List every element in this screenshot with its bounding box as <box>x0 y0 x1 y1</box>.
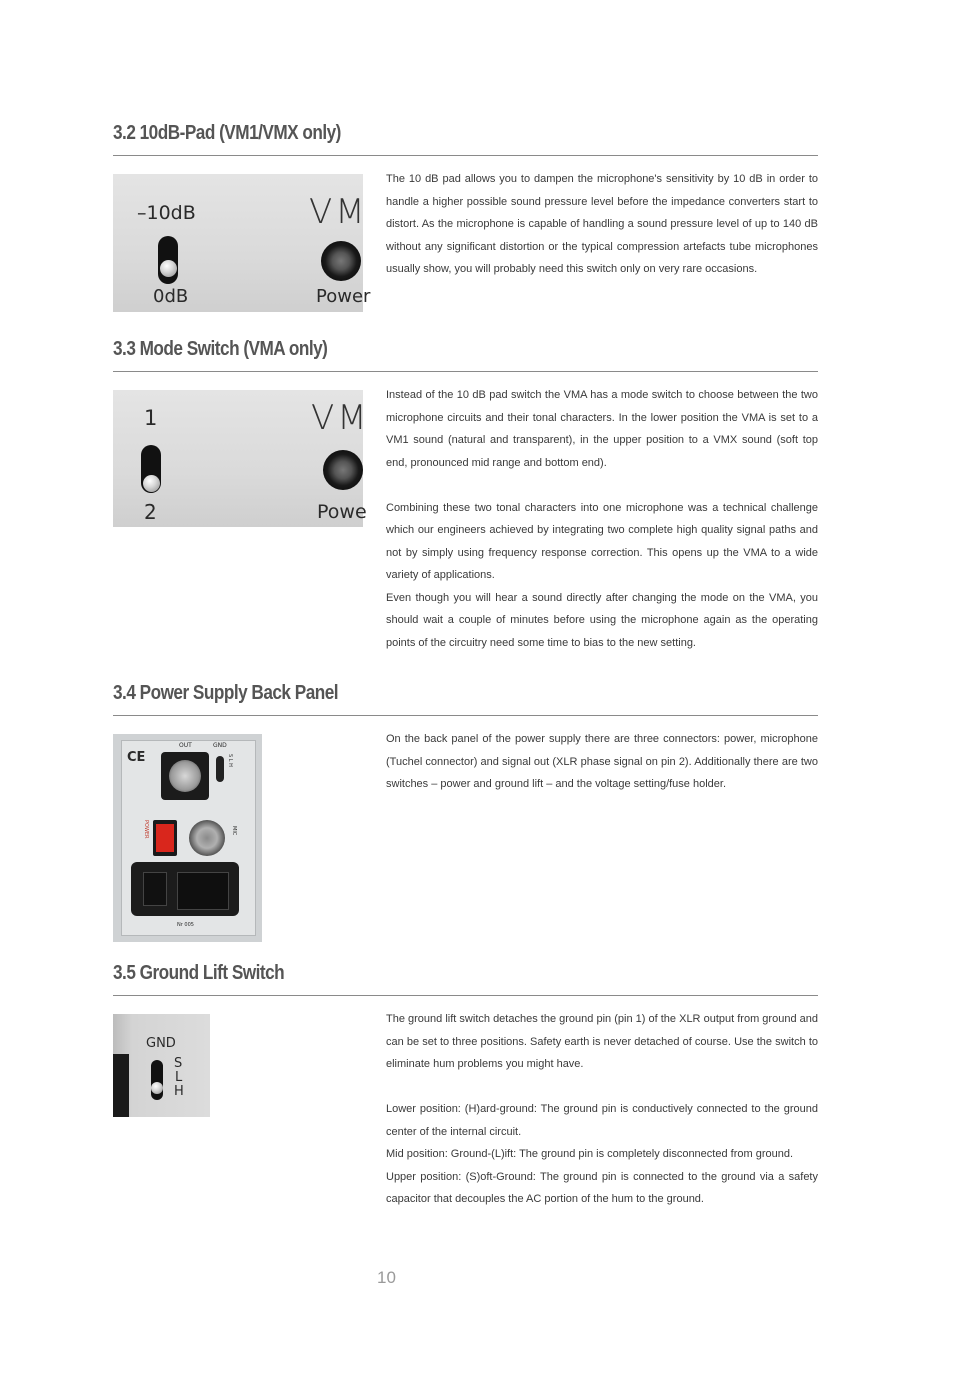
paragraph: Lower position: (H)ard-ground: The ground pin is conductively connected to the ground center of the internal circuit. <box>386 1103 818 1138</box>
section-ground-lift-switch <box>113 960 818 1220</box>
xlr-socket <box>169 760 201 792</box>
ground-lift-photo <box>113 1014 210 1117</box>
photo-label-top: –10dB <box>137 202 196 224</box>
section-text <box>386 168 818 281</box>
section-text <box>386 728 818 796</box>
pad-switch-photo <box>113 174 371 312</box>
paragraph: The 10 dB pad allows you to dampen the microphone's sensitivity by 10 dB in order to handle a higher possible sound pressure level before the impedance converters start to distort. As the microphone is capable of handling a sound pressure level of up to 140 dB without any significant distortion or the typical compression artefacts tube microphones usually show, you will probably need this switch only on very rare occasions. <box>386 173 818 275</box>
s-label: S <box>174 1056 183 1071</box>
section-text <box>386 384 818 654</box>
paragraph: Instead of the 10 dB pad switch the VMA has a mode switch to choose between the two microphone circuits and their tonal characters. In the lower position the VMA is set to a VM1 sound (natural and transparent), in the upper position to a VMX sound (soft top end, pronounced mid range and bottom end). <box>386 389 818 469</box>
section-heading: 3.5 Ground Lift Switch <box>113 962 285 984</box>
section-heading: 3.3 Mode Switch (VMA only) <box>113 338 328 360</box>
h-label: H <box>174 1084 184 1099</box>
ground-lift-toggle <box>151 1060 163 1100</box>
photo-label-top: 1 <box>144 406 158 430</box>
section-divider <box>113 995 818 996</box>
photo-label-bottom: 2 <box>144 500 157 524</box>
power-button-photo <box>323 450 363 490</box>
toggle-knob <box>160 260 177 277</box>
out-label: OUT <box>179 742 192 749</box>
l-label: L <box>175 1070 183 1085</box>
section-text <box>386 1008 818 1211</box>
section-heading: 3.2 10dB-Pad (VM1/VMX only) <box>113 122 341 144</box>
section-mode-switch <box>113 336 818 656</box>
section-heading: 3.4 Power Supply Back Panel <box>113 682 339 704</box>
section-divider <box>113 155 818 156</box>
ce-mark: CE <box>127 750 146 765</box>
paragraph: Upper position: (S)oft-Ground: The ground pin is connected to the ground via a safety capacitor that decouples the AC portion of the hum to the ground. <box>386 1170 818 1205</box>
page-number: 10 <box>377 1268 396 1287</box>
slh-label: S L H <box>227 754 233 767</box>
paragraph: Mid position: Ground-(L)ift: The ground pin is completely disconnected from ground. <box>386 1148 794 1160</box>
toggle-knob <box>143 475 160 492</box>
paragraph: The ground lift switch detaches the ground pin (pin 1) of the XLR output from ground and can be set to three positions. Safety earth is never detached of course. Use the switch to eliminate hum problems you might have. <box>386 1013 818 1070</box>
power-button-photo <box>321 241 361 281</box>
gnd-label: GND <box>213 742 227 749</box>
mode-switch-photo <box>113 390 370 527</box>
paragraph: On the back panel of the power supply there are three connectors: power, microphone (Tuchel connector) and signal out (XLR phase signal on pin 2). Additionally there are two switches – power and ground lift – and the voltage setting/fuse holder. <box>386 733 818 790</box>
mic-vertical-label: MIC <box>231 826 237 836</box>
section-power-supply-back-panel <box>113 680 818 950</box>
gnd-label: GND <box>146 1036 176 1051</box>
section-10db-pad <box>113 120 818 320</box>
photo-label-bottom: 0dB <box>153 286 189 307</box>
power-vertical-label: POWER <box>143 820 149 839</box>
photo-brand: VM <box>309 192 368 232</box>
serial-number: Nr 005 <box>177 922 194 928</box>
photo-power-label: Powe <box>317 501 367 523</box>
ground-lift-toggle <box>216 756 224 782</box>
photo-brand: VM <box>311 398 370 438</box>
paragraph: Combining these two tonal characters into one microphone was a technical challenge which our engineers achieved by integrating two complete high quality signal paths and not by simply using frequency response correction. This opens up the VMA to a wide variety of applications. <box>386 501 818 581</box>
section-divider <box>113 371 818 372</box>
photo-power-label: Power <box>316 286 371 307</box>
back-panel-photo <box>113 734 262 942</box>
section-divider <box>113 715 818 716</box>
mic-connector <box>189 820 225 856</box>
paragraph: Even though you will hear a sound directly after changing the mode on the VMA, you should wait a couple of minutes before using the microphone again as the operating points of the circuitry need some time to bias to the new setting. <box>386 591 818 649</box>
